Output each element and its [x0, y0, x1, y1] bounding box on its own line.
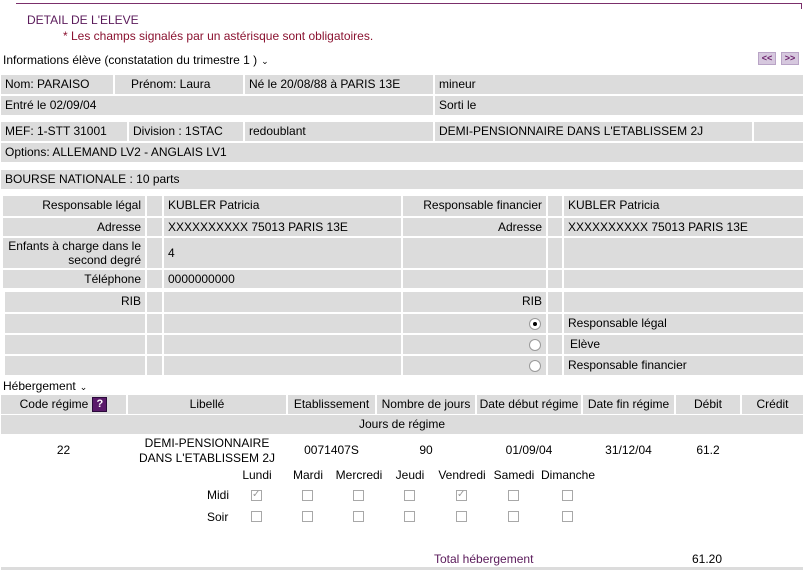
spacer-cell — [164, 335, 401, 354]
rib-option-legal-label: Responsable légal — [564, 314, 803, 333]
midi-checkbox-4[interactable] — [456, 490, 467, 501]
rib-radio-financial[interactable] — [529, 360, 541, 372]
day-label-3: Jeudi — [395, 468, 425, 482]
spacer-cell — [164, 356, 401, 375]
row-debit: 61.2 — [696, 443, 720, 457]
day-label-4: Vendredi — [438, 468, 486, 482]
financial-address-label: Adresse — [403, 218, 546, 236]
soir-checkbox-3[interactable] — [404, 511, 415, 522]
midi-checkbox-1[interactable] — [302, 490, 313, 501]
spacer-cell — [147, 292, 162, 312]
page-title: DETAIL DE L'ELEVE — [27, 13, 139, 27]
col-header-debit: Débit — [676, 395, 740, 414]
rib-option-student-cell — [403, 335, 546, 354]
col-header-date-fin: Date fin régime — [583, 395, 674, 414]
bottom-divider — [1, 567, 803, 570]
soir-label: Soir — [207, 510, 229, 524]
page-frame-top — [0, 0, 805, 8]
spacer-cell — [548, 356, 562, 375]
dependents-label — [3, 238, 145, 268]
spacer-cell — [548, 335, 562, 354]
row-date-fin: 31/12/04 — [605, 443, 652, 457]
midi-label: Midi — [207, 488, 230, 502]
col-header-nb-jours: Nombre de jours — [377, 395, 475, 414]
spacer-cell — [147, 314, 162, 333]
spacer-cell — [5, 314, 145, 333]
student-firstname: Prénom: Laura — [115, 75, 243, 94]
rib-label-left: RIB — [5, 292, 145, 312]
row-code: 22 — [56, 443, 71, 457]
rib-label-right: RIB — [403, 292, 546, 312]
student-exit-date: Sorti le — [435, 96, 803, 115]
spacer-cell — [548, 196, 562, 216]
chevron-down-icon: ⌄ — [79, 382, 88, 392]
hebergement-section-toggle[interactable] — [3, 379, 87, 393]
student-regime-extra — [754, 122, 803, 141]
phone-value: 0000000000 — [164, 270, 401, 288]
rib-option-financial-cell — [403, 356, 546, 375]
row-libelle — [128, 436, 286, 466]
info-section-toggle[interactable] — [3, 53, 269, 67]
soir-checkbox-5[interactable] — [508, 511, 519, 522]
rib-option-student-label: Elève — [564, 335, 803, 354]
rib-radio-student[interactable] — [529, 339, 541, 351]
spacer-cell — [403, 238, 546, 268]
col-header-etablissement: Etablissement — [288, 395, 375, 414]
spacer-cell — [147, 218, 162, 236]
day-label-5: Samedi — [493, 468, 535, 482]
phone-label: Téléphone — [3, 270, 145, 288]
required-fields-note: * Les champs signalés par un astérisque sont obligatoires. — [63, 29, 374, 43]
col-header-libelle: Libellé — [128, 395, 286, 414]
financial-address: XXXXXXXXXX 75013 PARIS 13E — [564, 218, 803, 236]
rib-radio-legal[interactable] — [529, 318, 541, 330]
student-entry-date: Entré le 02/09/04 — [1, 96, 433, 115]
row-etablissement: 0071407S — [304, 443, 359, 457]
col-header-code-label: Code régime — [19, 397, 89, 411]
day-label-2: Mercredi — [335, 468, 383, 482]
jours-regime-header: Jours de régime — [1, 415, 803, 434]
spacer-cell — [147, 270, 162, 288]
midi-checkbox-3[interactable] — [404, 490, 415, 501]
help-icon[interactable]: ? — [92, 397, 107, 412]
financial-guardian-label: Responsable financier — [403, 196, 546, 216]
rib-option-legal-cell — [403, 314, 546, 333]
midi-checkbox-5[interactable] — [508, 490, 519, 501]
day-label-0: Lundi — [242, 468, 272, 482]
dependents-label-line2: second degré — [68, 253, 141, 267]
spacer-cell — [403, 270, 546, 288]
legal-guardian-label: Responsable légal — [3, 196, 145, 216]
day-label-1: Mardi — [292, 468, 323, 482]
col-header-date-debut: Date début régime — [477, 395, 581, 414]
soir-checkbox-4[interactable] — [456, 511, 467, 522]
dependents-label-line1: Enfants à charge dans le — [8, 239, 141, 253]
spacer-cell — [5, 335, 145, 354]
student-options: Options: ALLEMAND LV2 - ANGLAIS LV1 — [1, 143, 803, 162]
student-name: Nom: PARAISO — [1, 75, 113, 94]
col-header-credit: Crédit — [742, 395, 803, 414]
soir-checkbox-1[interactable] — [302, 511, 313, 522]
spacer-cell — [548, 314, 562, 333]
student-repeating: redoublant — [245, 122, 433, 141]
col-header-code — [1, 395, 126, 414]
student-mef: MEF: 1-STT 31001 — [1, 122, 127, 141]
row-date-debut: 01/09/04 — [505, 443, 553, 457]
spacer-cell — [147, 238, 162, 268]
rib-value-left — [164, 292, 401, 312]
midi-checkbox-0[interactable] — [251, 490, 262, 501]
spacer-cell — [164, 314, 401, 333]
day-label-6: Dimanche — [540, 468, 596, 482]
row-nb-jours: 90 — [419, 443, 433, 457]
midi-checkbox-6[interactable] — [562, 490, 573, 501]
student-division: Division : 1STAC — [129, 122, 243, 141]
previous-student-button[interactable]: << — [758, 52, 776, 65]
student-scholarship: BOURSE NATIONALE : 10 parts — [1, 170, 803, 189]
next-student-button[interactable]: >> — [781, 52, 799, 65]
soir-checkbox-0[interactable] — [251, 511, 262, 522]
spacer-cell — [564, 238, 803, 268]
spacer-cell — [147, 196, 162, 216]
midi-checkbox-2[interactable] — [353, 490, 364, 501]
soir-checkbox-2[interactable] — [353, 511, 364, 522]
student-birth: Né le 20/08/88 à PARIS 13E — [245, 75, 433, 94]
spacer-cell — [5, 356, 145, 375]
total-value: 61.20 — [692, 552, 723, 566]
dependents-value: 4 — [164, 238, 401, 268]
rib-option-financial-label: Responsable financier — [564, 356, 803, 375]
legal-address-label: Adresse — [3, 218, 145, 236]
financial-guardian-name: KUBLER Patricia — [564, 196, 803, 216]
row-libelle-line1: DEMI-PENSIONNAIRE — [144, 436, 270, 450]
spacer-cell — [548, 218, 562, 236]
legal-guardian-name: KUBLER Patricia — [164, 196, 401, 216]
spacer-cell — [147, 335, 162, 354]
spacer-cell — [147, 356, 162, 375]
spacer-cell — [548, 292, 562, 312]
total-label: Total hébergement — [434, 552, 534, 566]
rib-value-right — [564, 292, 803, 312]
legal-address: XXXXXXXXXX 75013 PARIS 13E — [164, 218, 401, 236]
student-regime: DEMI-PENSIONNAIRE DANS L'ETABLISSEM 2J — [435, 122, 752, 141]
row-libelle-line2: DANS L'ETABLISSEM 2J — [138, 451, 276, 465]
hebergement-title: Hébergement — [3, 379, 76, 393]
spacer-cell — [548, 270, 562, 288]
info-section-title: Informations élève (constatation du trimestre 1 ) — [3, 53, 258, 67]
chevron-down-icon: ⌄ — [261, 56, 269, 66]
soir-checkbox-6[interactable] — [562, 511, 573, 522]
spacer-cell — [548, 238, 562, 268]
spacer-cell — [564, 270, 803, 288]
student-minor: mineur — [435, 75, 803, 94]
